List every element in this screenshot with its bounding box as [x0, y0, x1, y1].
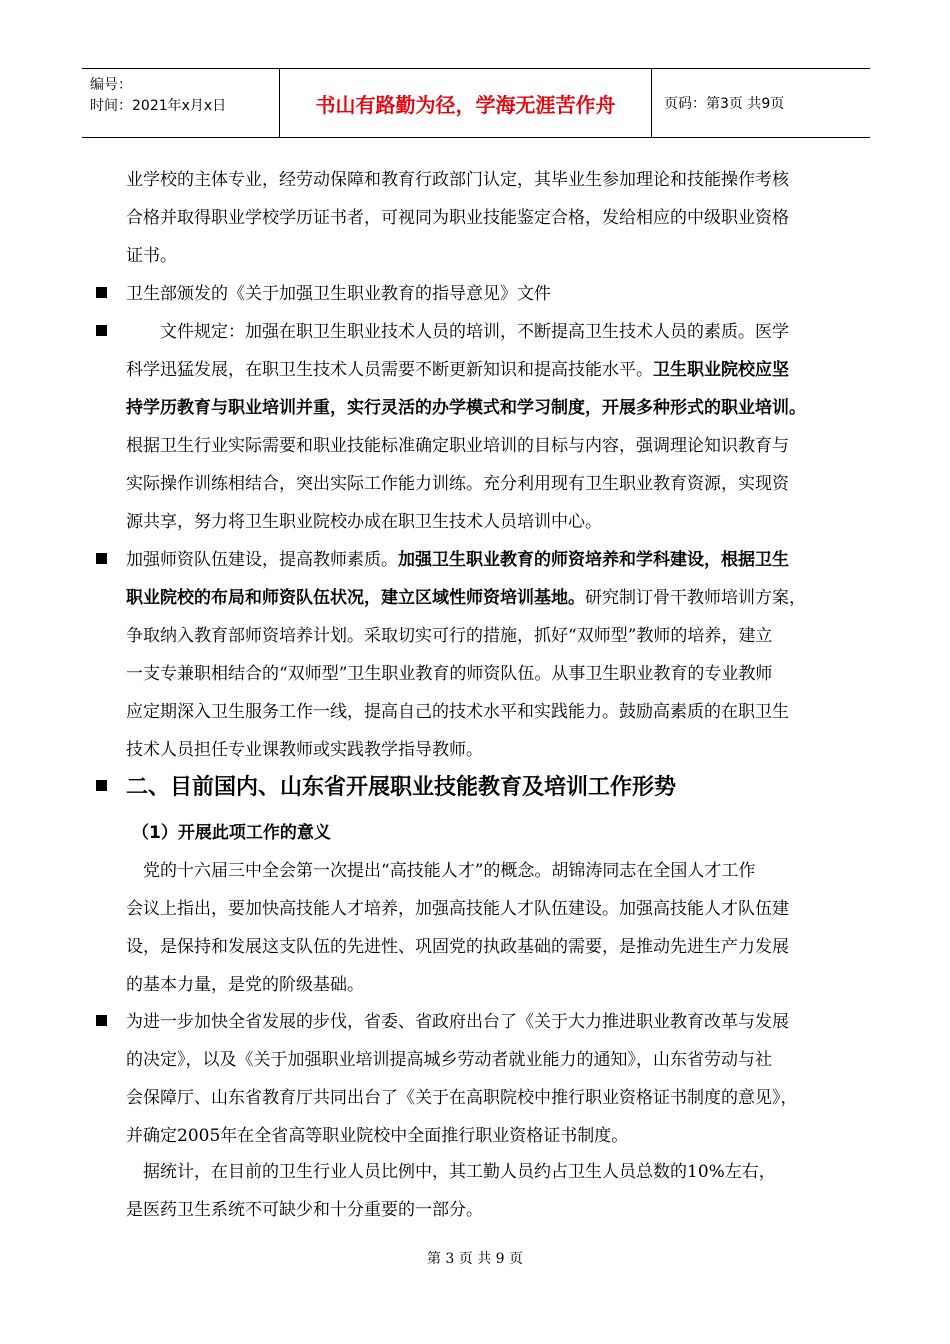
- text-line: 的基本力量，是党的阶级基础。: [126, 975, 364, 995]
- emphasis-line: 持学历教育与职业培训并重，实行灵活的办学模式和学习制度，开展多种形式的职业培训。: [126, 398, 806, 418]
- page-header: [82, 68, 870, 138]
- text-line: 党的十六届三中全会第一次提出“高技能人才”的概念。胡锦涛同志在全国人才工作: [126, 861, 756, 881]
- paragraph-3: [126, 1153, 884, 1229]
- square-bullet-icon: [96, 780, 107, 791]
- square-bullet-icon: [96, 287, 107, 298]
- text-line: [126, 579, 886, 617]
- bullet-text: 卫生部颁发的《关于加强卫生职业教育的指导意见》文件: [126, 284, 551, 304]
- text-line: 是医药卫生系统不可缺少和十分重要的一部分。: [126, 1200, 483, 1220]
- text-line: 一支专兼职相结合的“双师型”卫生职业教育的师资队伍。从事卫生职业教育的专业教师: [126, 664, 773, 684]
- text-line: 会保障厅、山东省教育厅共同出台了《关于在高职院校中推行职业资格证书制度的意见》，: [126, 1088, 798, 1108]
- text-line: 文件规定：加强在职卫生职业技术人员的培训，不断提高卫生技术人员的素质。医学: [126, 322, 789, 342]
- section-heading: [96, 766, 886, 806]
- bullet-text: [126, 313, 886, 541]
- emphasis-span: 职业院校的布局和师资队伍状况，建立区域性师资培训基地。: [126, 588, 585, 608]
- square-bullet-icon: [96, 553, 107, 564]
- page-footer: 第 3 页 共 9 页: [426, 1251, 524, 1267]
- emphasis-span: 加强卫生职业教育的师资培养和学科建设，根据卫生: [398, 550, 789, 570]
- emphasis-span: 卫生职业院校应坚: [653, 360, 789, 380]
- text-span: 科学迅猛发展，在职卫生技术人员需要不断更新知识和提高技能水平。: [126, 360, 653, 380]
- time-label: 时间：2021年x月x日: [90, 98, 227, 114]
- text-line: 据统计，在目前的卫生行业人员比例中，其工勤人员约占卫生人员总数的10%左右，: [126, 1162, 776, 1182]
- paragraph-2: [126, 852, 884, 1004]
- text-line: 设，是保持和发展这支队伍的先进性、巩固党的执政基础的需要，是推动先进生产力发展: [126, 937, 789, 957]
- header-meta: [82, 69, 280, 137]
- square-bullet-icon: [96, 1015, 107, 1026]
- text-span: 研究制订骨干教师培训方案，: [585, 588, 806, 608]
- text-line: 技术人员担任专业课教师或实践教学指导教师。: [126, 740, 483, 760]
- text-span: 加强师资队伍建设，提高教师素质。: [126, 550, 398, 570]
- number-label: 编号：: [90, 77, 132, 93]
- text-line: 为进一步加快全省发展的步伐，省委、省政府出台了《关于大力推进职业教育改革与发展: [126, 1012, 789, 1032]
- text-line: 争取纳入教育部师资培养计划。采取切实可行的措施，抓好“双师型”教师的培养，建立: [126, 626, 773, 646]
- section-heading-text: 二、目前国内、山东省开展职业技能教育及培训工作形势: [126, 775, 677, 800]
- text-line: 并确定2005年在全省高等职业院校中全面推行职业资格证书制度。: [126, 1126, 629, 1146]
- header-motto: 书山有路勤为径，学海无涯苦作舟: [280, 69, 652, 137]
- paragraph-1: [126, 161, 884, 275]
- text-line: 业学校的主体专业，经劳动保障和教育行政部门认定，其毕业生参加理论和技能操作考核: [126, 170, 789, 190]
- bullet-text: [126, 1003, 886, 1155]
- text-line: 根据卫生行业实际需要和职业技能标准确定职业培训的目标与内容，强调理论知识教育与: [126, 436, 789, 456]
- text-line: 应定期深入卫生服务工作一线，提高自己的技术水平和实践能力。鼓励高素质的在职卫生: [126, 702, 789, 722]
- text-line: 证书。: [126, 246, 177, 266]
- bullet-text: [126, 541, 886, 769]
- text-line: [126, 351, 886, 389]
- text-line: 合格并取得职业学校学历证书者，可视同为职业技能鉴定合格，发给相应的中级职业资格: [126, 208, 789, 228]
- text-line: [126, 541, 886, 579]
- text-line: 会议上指出，要加快高技能人才培养，加强高技能人才队伍建设。加强高技能人才队伍建: [126, 899, 789, 919]
- text-line: 源共享，努力将卫生职业院校办成在职卫生技术人员培训中心。: [126, 512, 602, 532]
- text-line: 实际操作训练相结合，突出实际工作能力训练。充分利用现有卫生职业教育资源，实现资: [126, 474, 789, 494]
- header-page-info: 页码：第3页 共9页: [664, 96, 785, 112]
- text-line: 的决定》，以及《关于加强职业培训提高城乡劳动者就业能力的通知》，山东省劳动与社: [126, 1050, 772, 1070]
- square-bullet-icon: [96, 325, 107, 336]
- subsection-heading: （1）开展此项工作的意义: [132, 823, 331, 843]
